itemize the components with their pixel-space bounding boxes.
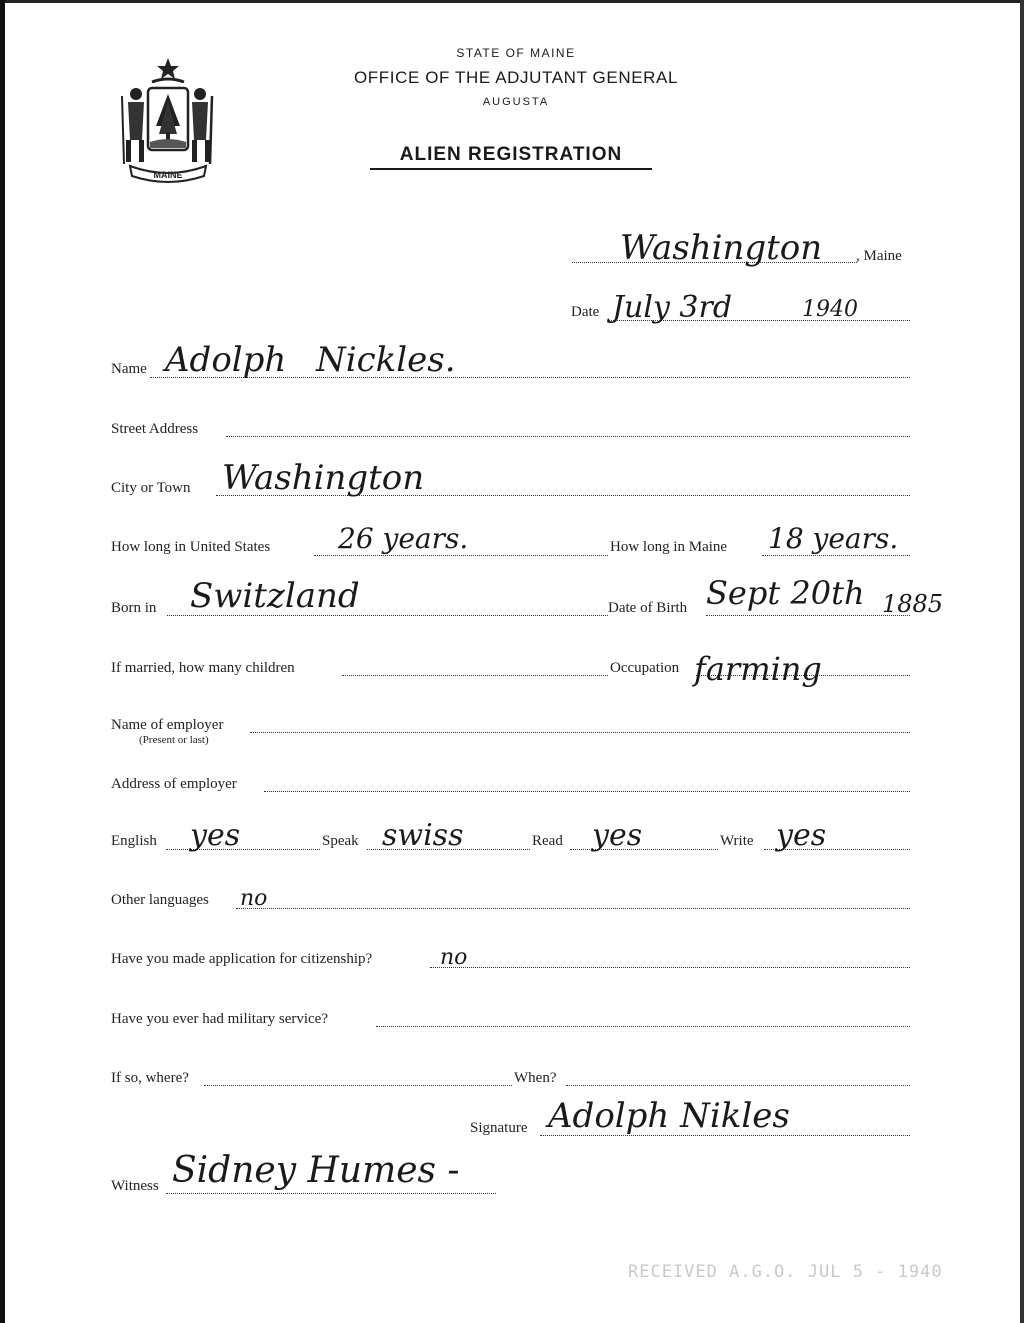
maine-years-label: How long in Maine xyxy=(610,539,728,555)
speak-label: Speak xyxy=(322,833,359,849)
name-label: Name xyxy=(111,361,147,377)
occupation-entry: farming xyxy=(694,650,822,688)
children-line xyxy=(342,675,608,676)
born-entry: Switzland xyxy=(190,576,360,616)
witness-line xyxy=(166,1193,496,1194)
where-label: If so, where? xyxy=(111,1070,189,1086)
children-label: If married, how many children xyxy=(111,660,295,676)
us-years-label: How long in United States xyxy=(111,539,271,555)
write-entry: yes xyxy=(776,818,827,853)
employer-address-label: Address of employer xyxy=(111,776,237,792)
form-title: ALIEN REGISTRATION xyxy=(370,144,652,170)
name-last-entry: Nickles. xyxy=(316,340,456,380)
maine-years-entry: 18 years. xyxy=(768,522,899,555)
english-entry: yes xyxy=(190,818,241,853)
citizenship-label: Have you made application for citizenship? xyxy=(111,951,373,967)
dob-line xyxy=(706,615,910,616)
witness-label: Witness xyxy=(111,1178,159,1194)
employer-label: Name of employer xyxy=(111,717,224,733)
scan-border-top xyxy=(0,0,1024,3)
occupation-label: Occupation xyxy=(610,660,680,676)
us-years-line xyxy=(314,555,608,556)
street-address-line xyxy=(226,436,910,437)
city-label: City or Town xyxy=(111,480,191,496)
dob-year-entry: 1885 xyxy=(882,590,944,618)
military-line xyxy=(376,1026,910,1027)
us-years-entry: 26 years. xyxy=(338,522,469,555)
header-city: AUGUSTA xyxy=(482,96,550,108)
city-entry: Washington xyxy=(222,458,425,498)
citizenship-entry: no xyxy=(440,945,468,970)
speak-entry: swiss xyxy=(382,818,464,853)
other-languages-label: Other languages xyxy=(111,892,209,908)
date-year-entry: 1940 xyxy=(802,297,858,322)
write-label: Write xyxy=(720,833,754,849)
read-entry: yes xyxy=(592,818,643,853)
maine-label: , Maine xyxy=(856,248,902,264)
employer-note: (Present or last) xyxy=(139,734,209,746)
date-label: Date xyxy=(571,304,600,320)
scan-border-left xyxy=(0,0,5,1323)
seal-banner-text: MAINE xyxy=(153,170,183,180)
signature-entry: Adolph Nikles xyxy=(548,1096,790,1136)
header-office: OFFICE OF THE ADJUTANT GENERAL xyxy=(353,68,679,87)
employer-line xyxy=(250,732,910,733)
header-state: STATE OF MAINE xyxy=(456,46,576,60)
received-stamp: RECEIVED A.G.O. JUL 5 - 1940 xyxy=(628,1262,943,1282)
date-entry: July 3rd xyxy=(612,290,733,325)
name-first-entry: Adolph xyxy=(165,340,287,380)
read-label: Read xyxy=(532,833,563,849)
other-languages-line xyxy=(236,908,910,909)
street-address-label: Street Address xyxy=(111,421,199,437)
when-line xyxy=(566,1085,910,1086)
other-languages-entry: no xyxy=(240,886,268,911)
military-label: Have you ever had military service? xyxy=(111,1011,328,1027)
signature-label: Signature xyxy=(470,1120,528,1136)
dob-label: Date of Birth xyxy=(608,600,688,616)
when-label: When? xyxy=(514,1070,557,1086)
scan-border-right xyxy=(1020,0,1024,1323)
english-label: English xyxy=(111,833,157,849)
born-label: Born in xyxy=(111,600,157,616)
citizenship-line xyxy=(430,967,910,968)
town-entry: Washington xyxy=(620,228,823,268)
employer-address-line xyxy=(264,791,910,792)
witness-entry: Sidney Humes - xyxy=(172,1150,460,1191)
dob-entry: Sept 20th xyxy=(706,574,865,612)
where-line xyxy=(204,1085,512,1086)
maine-years-line xyxy=(762,555,910,556)
